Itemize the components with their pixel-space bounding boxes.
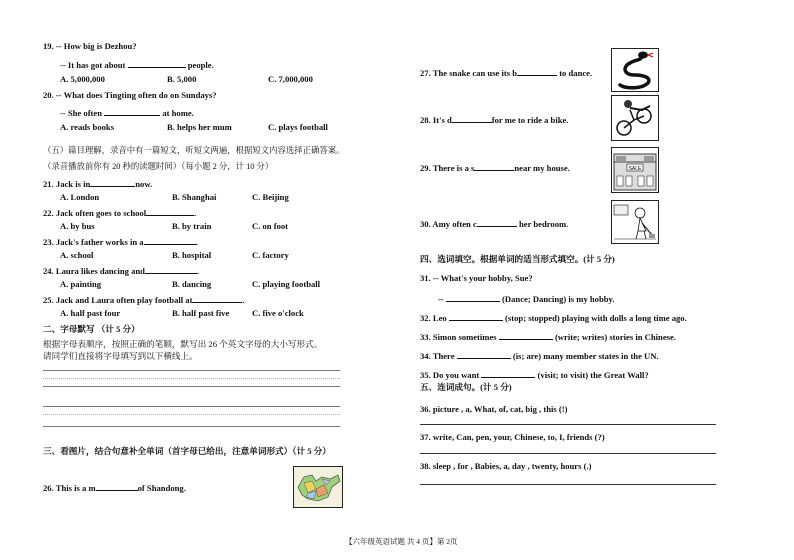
q38-answer-line[interactable] — [420, 484, 716, 485]
letter-writing-line-2[interactable] — [43, 386, 340, 387]
letter-writing-line-1[interactable] — [43, 370, 340, 371]
q28 — [420, 113, 568, 126]
map-icon — [294, 467, 342, 507]
page-footer: 【六年级英语试题 共 4 页】第 2页 — [345, 537, 458, 546]
q28-pre: 28. It's d — [420, 115, 452, 125]
q27-pre: 27. The snake can use its b — [420, 68, 518, 78]
letter-writing-line-4[interactable] — [43, 426, 340, 427]
shop-sign-text: SALE — [628, 166, 642, 172]
q25-option-b[interactable]: B. half past five — [172, 308, 230, 318]
q24-stem-post: . — [196, 266, 200, 276]
q31-stem: 31. -- What's your hobby, Sue? — [420, 273, 533, 283]
bike-accident-picture — [611, 95, 659, 141]
q19-answer — [60, 58, 214, 71]
q29-blank[interactable] — [474, 161, 514, 171]
q24-option-c[interactable]: C. playing football — [252, 279, 321, 289]
q34 — [420, 349, 659, 362]
q33-pre: 33. Simon sometimes — [420, 332, 497, 342]
q23-option-a[interactable]: A. school — [60, 250, 94, 260]
q23-stem-pre: 23. Jack's father works in a — [43, 237, 144, 247]
q22-stem-post: . — [194, 208, 197, 218]
q31-answer-text: (Dance; Dancing) is my hobby. — [502, 294, 615, 304]
q32-pre: 32. Leo — [420, 313, 447, 323]
section2-desc-1: 根据字母表顺序，按照正确的笔顺，默写出 26 个英文字母的大小写形式。 — [43, 339, 323, 349]
q35 — [420, 368, 649, 381]
q19-option-b[interactable]: B. 5,000 — [167, 74, 197, 84]
q25-stem-pre: 25. Jack and Laura often play football at — [43, 295, 193, 305]
q20-answer-post: at home. — [162, 108, 194, 118]
section5-listening-title: （五）篇目理解，录音中有一篇短文，听短文两遍，根据短文内容选择正确答案。 — [43, 146, 345, 155]
q26-post: of Shandong. — [137, 483, 186, 493]
q25-option-c[interactable]: C. five o'clock — [252, 308, 304, 318]
section3-title: 三、看图片，结合句意补全单词（首字母已给出，注意单词形式）（计 5 分） — [43, 446, 331, 456]
cleaning-girl-icon — [612, 201, 658, 243]
q34-post: (is; are) many member states in the UN. — [512, 351, 659, 361]
q37-words: 37. write, Can, pen, your, Chinese, to, I, friends (?) — [420, 432, 605, 442]
shop-picture — [611, 147, 659, 193]
q20-answer-pre: -- She often — [60, 108, 103, 118]
q33-post: (write; writes) stories in Chinese. — [554, 332, 676, 342]
q31-blank[interactable] — [446, 292, 500, 302]
q30-post: her bedroom. — [518, 219, 569, 229]
q33-blank[interactable] — [499, 330, 553, 340]
letter-writing-guide-1 — [43, 378, 340, 379]
q27-blank[interactable] — [517, 66, 557, 76]
q23-stem-post: . — [195, 237, 198, 247]
q22-option-c[interactable]: C. on foot — [252, 221, 289, 231]
q23-blank[interactable] — [144, 235, 196, 245]
q25-stem — [43, 293, 245, 306]
q19-stem: 19. -- How big is Dezhou? — [43, 41, 137, 51]
q24-blank[interactable] — [145, 264, 200, 276]
section5-title: 五、连词成句。(计 5 分) — [420, 382, 512, 392]
q22-stem-pre: 22. Jack often goes to school — [43, 208, 147, 218]
q23-option-b[interactable]: B. hospital — [172, 250, 212, 260]
q22-option-b[interactable]: B. by train — [172, 221, 212, 231]
q19-answer-post: people. — [187, 60, 214, 70]
section2-title: 二、字母默写 （计 5 分） — [43, 324, 140, 334]
q20-blank[interactable] — [104, 106, 160, 116]
q21-option-a[interactable]: A. London — [60, 192, 100, 202]
shop-icon — [612, 148, 658, 192]
q29-post: near my house. — [514, 163, 570, 173]
q21-stem — [43, 177, 152, 190]
q20-option-a[interactable]: A. reads books — [60, 122, 115, 132]
q20-option-b[interactable]: B. helps her mum — [167, 122, 232, 132]
shandong-map-picture — [293, 466, 343, 508]
letter-writing-guide-2 — [43, 414, 340, 415]
bicycle-icon — [612, 96, 658, 140]
q22-blank[interactable] — [146, 206, 197, 218]
q20-option-c[interactable]: C. plays football — [268, 122, 328, 132]
section5-listening-note: （录音播放前你有 20 秒的读题时间）（每小题 2 分，计 10 分） — [43, 162, 274, 171]
q24-option-b[interactable]: B. dancing — [172, 279, 212, 289]
q29-pre: 29. There is a s — [420, 163, 475, 173]
q34-pre: 34. There — [420, 351, 455, 361]
q21-option-c[interactable]: C. Beijing — [252, 192, 289, 202]
q25-stem-post: . — [242, 295, 245, 305]
q19-option-c[interactable]: C. 7,000,000 — [268, 74, 313, 84]
q28-blank[interactable] — [452, 113, 492, 123]
q26-blank[interactable] — [96, 481, 138, 491]
q24-stem — [43, 264, 199, 277]
q21-blank[interactable] — [90, 177, 135, 187]
q31-prefix: -- — [438, 294, 444, 304]
q32 — [420, 311, 687, 324]
q32-post: (stop; stopped) playing with dolls a long time ago. — [505, 313, 687, 323]
q19-answer-pre: -- It has got about — [60, 60, 126, 70]
q31-answer — [438, 292, 615, 305]
q24-stem-pre: 24. Laura likes dancing and — [43, 266, 145, 276]
q20-answer — [60, 106, 194, 119]
q19-blank[interactable] — [128, 58, 186, 68]
q19-option-a[interactable]: A. 5,000,000 — [60, 74, 105, 84]
q38-words: 38. sleep , for , Babies, a, day , twenty, hours (.) — [420, 461, 592, 471]
q35-pre: 35. Do you want — [420, 370, 480, 380]
q28-post: for me to ride a bike. — [491, 115, 569, 125]
q20-stem: 20. -- What does Tingting often do on Sundays? — [43, 90, 217, 100]
q23-option-c[interactable]: C. factory — [252, 250, 289, 260]
q34-blank[interactable] — [457, 349, 511, 359]
q30-pre: 30. Amy often c — [420, 219, 477, 229]
q30 — [420, 217, 568, 230]
girl-cleaning-picture — [611, 200, 659, 244]
q33 — [420, 330, 676, 343]
q29 — [420, 161, 570, 174]
q22-option-a[interactable]: A. by bus — [60, 221, 95, 231]
q36-answer-line[interactable] — [420, 424, 716, 425]
q21-option-b[interactable]: B. Shanghai — [172, 192, 217, 202]
q22-stem — [43, 206, 196, 219]
snake-picture — [611, 48, 659, 92]
q27-post: to dance. — [559, 68, 593, 78]
q26-pre: 26. This is a m — [43, 483, 96, 493]
letter-writing-line-3[interactable] — [43, 406, 340, 407]
q21-stem-post: now. — [135, 179, 153, 189]
q30-blank[interactable] — [477, 217, 517, 227]
snake-icon — [612, 49, 658, 91]
q35-blank[interactable] — [481, 368, 535, 378]
q23-stem — [43, 235, 198, 248]
q35-post: (visit; to visit) the Great Wall? — [537, 370, 649, 380]
q21-stem-pre: 21. Jack is in — [43, 179, 91, 189]
q32-blank[interactable] — [449, 311, 503, 321]
q26 — [43, 481, 186, 494]
q24-option-a[interactable]: A. painting — [60, 279, 102, 289]
q37-answer-line[interactable] — [420, 453, 716, 454]
q25-blank[interactable] — [192, 293, 245, 305]
section2-desc-2: 请同学们直接将字母填写到以下横线上。 — [43, 351, 198, 361]
q25-option-a[interactable]: A. half past four — [60, 308, 121, 318]
section4-title: 四、选词填空。根据单词的适当形式填空。(计 5 分) — [420, 254, 615, 264]
q36-words: 36. picture , a, What, of, cat, big , this (!) — [420, 404, 568, 414]
q27 — [420, 66, 592, 79]
